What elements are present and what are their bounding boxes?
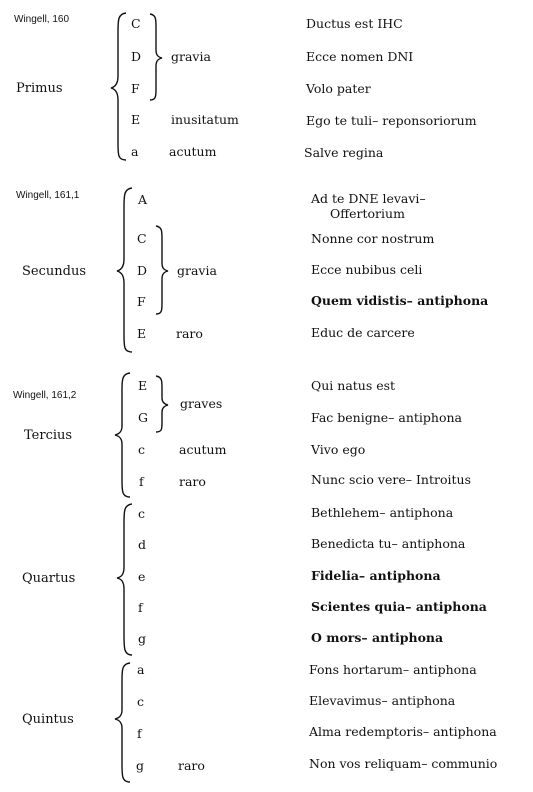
note-letter: e xyxy=(138,569,146,584)
chant-title: Non vos reliquam– communio xyxy=(309,756,498,771)
chant-title: Quem vidistis– antiphona xyxy=(311,293,489,308)
source-citation: Wingell, 161,1 xyxy=(16,190,80,201)
range-qualifier: acutum xyxy=(179,442,227,457)
chant-title: Salve regina xyxy=(304,145,384,160)
mode-brace-secundus xyxy=(117,188,132,352)
note-letter: D xyxy=(137,263,148,278)
chant-title: Ductus est IHC xyxy=(306,16,403,31)
chant-title: Alma redemptoris– antiphona xyxy=(309,724,497,739)
chant-title: O mors– antiphona xyxy=(311,630,444,645)
range-qualifier: inusitatum xyxy=(171,112,239,127)
note-letter: E xyxy=(137,326,147,341)
chant-title: Nunc scio vere– Introitus xyxy=(311,472,471,487)
group-brace-secundus-gravia xyxy=(156,226,168,314)
mode-brace-primus xyxy=(111,13,126,160)
note-letter: C xyxy=(137,231,147,246)
note-letter: f xyxy=(137,726,142,741)
note-letter: a xyxy=(131,144,139,159)
chant-title: Fac benigne– antiphona xyxy=(311,410,462,425)
range-qualifier: gravia xyxy=(177,263,217,278)
chant-title: Fidelia– antiphona xyxy=(311,568,441,583)
source-citation: Wingell, 160 xyxy=(14,14,70,25)
mode-label: Secundus xyxy=(22,264,86,279)
mode-brace-quintus xyxy=(115,663,130,782)
chant-title: Benedicta tu– antiphona xyxy=(311,536,466,551)
chant-title: Fons hortarum– antiphona xyxy=(309,662,477,677)
mode-brace-quartus xyxy=(117,504,132,655)
chant-title: Vivo ego xyxy=(311,442,366,457)
mode-label: Primus xyxy=(16,81,63,96)
chant-title-continuation: Offertorium xyxy=(330,206,405,221)
note-letter: A xyxy=(138,192,148,207)
note-letter: F xyxy=(137,294,146,309)
chant-title: Elevavimus– antiphona xyxy=(309,693,456,708)
range-qualifier: raro xyxy=(179,474,206,489)
range-qualifier: gravia xyxy=(171,49,211,64)
note-letter: c xyxy=(138,506,146,521)
source-citation: Wingell, 161,2 xyxy=(13,390,77,401)
note-letter: c xyxy=(138,442,146,457)
chant-title: Ego te tuli– reponsoriorum xyxy=(306,113,477,128)
note-letter: F xyxy=(131,81,140,96)
chant-title: Ecce nubibus celi xyxy=(311,262,423,277)
note-letter: f xyxy=(139,474,144,489)
chant-title: Educ de carcere xyxy=(311,325,415,340)
range-qualifier: raro xyxy=(176,326,203,341)
chant-title: Scientes quia– antiphona xyxy=(311,599,487,614)
range-qualifier: raro xyxy=(178,758,205,773)
mode-label: Tercius xyxy=(24,428,73,443)
chant-title: Nonne cor nostrum xyxy=(311,231,435,246)
chant-title: Volo pater xyxy=(306,81,371,96)
mode-brace-tercius xyxy=(115,373,130,497)
note-letter: c xyxy=(137,694,145,709)
note-letter: G xyxy=(138,410,148,425)
chant-title: Qui natus est xyxy=(311,378,396,393)
note-letter: E xyxy=(138,378,148,393)
group-brace-primus-gravia xyxy=(150,14,162,100)
note-letter: g xyxy=(136,758,145,773)
note-letter: C xyxy=(131,16,141,31)
note-letter: D xyxy=(131,49,142,64)
range-qualifier: acutum xyxy=(169,144,217,159)
chant-title: Bethlehem– antiphona xyxy=(311,505,454,520)
note-letter: f xyxy=(138,600,143,615)
note-letter: d xyxy=(138,537,147,552)
mode-label: Quintus xyxy=(22,712,74,727)
range-qualifier: graves xyxy=(180,396,223,411)
note-letter: a xyxy=(137,662,145,677)
note-letter: E xyxy=(131,112,141,127)
note-letter: g xyxy=(138,631,147,646)
chant-title: Ad te DNE levavi– xyxy=(311,191,426,206)
group-brace-tercius-graves xyxy=(156,376,168,432)
mode-label: Quartus xyxy=(22,571,76,586)
chant-title: Ecce nomen DNI xyxy=(306,49,414,64)
